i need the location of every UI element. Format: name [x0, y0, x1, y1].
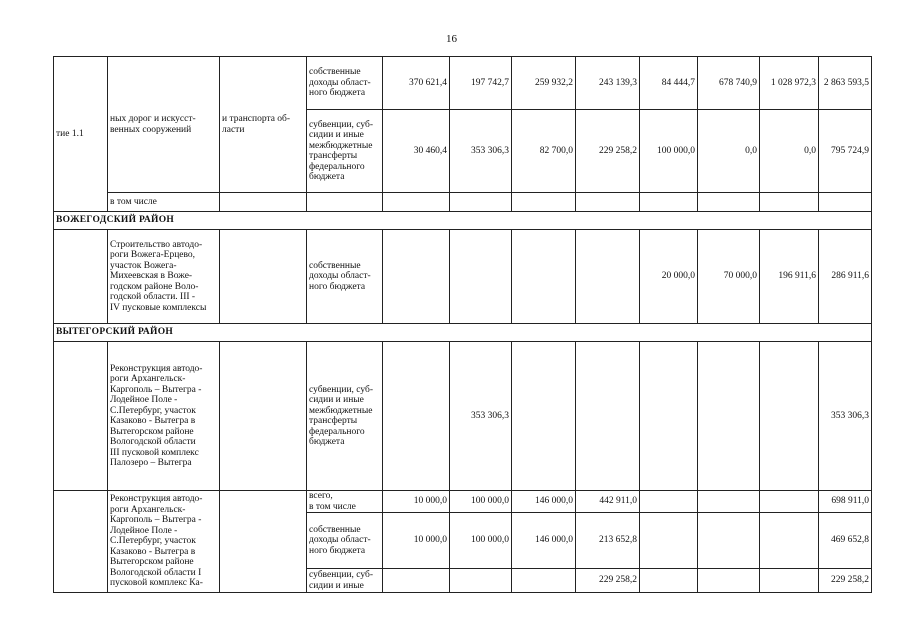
value-cell	[383, 230, 450, 324]
value-cell: 84 444,7	[640, 57, 698, 110]
value-cell	[383, 342, 450, 491]
value-cell: 370 621,4	[383, 57, 450, 110]
page-number: 16	[446, 33, 457, 45]
value-cell: 1 028 972,3	[760, 57, 819, 110]
value-cell	[383, 569, 450, 593]
value-cell: 10 000,0	[383, 491, 450, 513]
total-cell: 469 652,8	[819, 513, 872, 569]
value-cell: 353 306,3	[450, 110, 512, 193]
funding-source-cell: субвенции, суб- сидии и иные межбюджетные трансферты федерального бюджета	[307, 110, 383, 193]
funding-source-cell: собственные доходы област- ного бюджета	[307, 57, 383, 110]
object-name-cell: в том числе	[108, 193, 220, 212]
value-cell	[576, 342, 640, 491]
value-cell: 353 306,3	[450, 342, 512, 491]
value-cell	[640, 342, 698, 491]
value-cell: 20 000,0	[640, 230, 698, 324]
total-cell: 2 863 593,5	[819, 57, 872, 110]
value-cell: 82 700,0	[512, 110, 576, 193]
value-cell	[698, 513, 760, 569]
funding-source-cell: собственные доходы област- ного бюджета	[307, 513, 383, 569]
funding-source-cell: собственные доходы област- ного бюджета	[307, 230, 383, 324]
value-cell: 0,0	[760, 110, 819, 193]
value-cell: 229 258,2	[576, 110, 640, 193]
value-cell: 213 652,8	[576, 513, 640, 569]
object-name-cell: Строительство автодо- роги Вожега-Ерцево, участок Вожега- Михеевская в Воже- годском районе Воло- годской области. III - IV пусковые комплексы	[108, 230, 220, 324]
value-cell	[512, 342, 576, 491]
value-cell	[450, 569, 512, 593]
value-cell: 229 258,2	[576, 569, 640, 593]
value-cell	[450, 230, 512, 324]
value-cell	[512, 569, 576, 593]
total-cell: 229 258,2	[819, 569, 872, 593]
total-cell: 286 911,6	[819, 230, 872, 324]
table-row	[54, 193, 872, 212]
value-cell: 100 000,0	[450, 491, 512, 513]
value-cell: 196 911,6	[760, 230, 819, 324]
value-cell	[640, 513, 698, 569]
value-cell: 70 000,0	[698, 230, 760, 324]
total-cell: 698 911,0	[819, 491, 872, 513]
value-cell	[760, 513, 819, 569]
section-row	[54, 212, 872, 230]
value-cell	[760, 569, 819, 593]
object-name-cell: Реконструкция автодо- роги Архангельск- Каргополь – Вытегра - Лодейное Поле - С.Петербург, участок Казаково - Вытегра в Вытегорском районе Вологодской области I пусковой комплекс Ка-	[108, 491, 220, 593]
section-row	[54, 324, 872, 342]
value-cell: 146 000,0	[512, 491, 576, 513]
table-row	[54, 57, 872, 110]
total-cell: 353 306,3	[819, 342, 872, 491]
object-name-cell: Реконструкция автодо- роги Архангельск- Каргополь – Вытегра - Лодейное Поле - С.Петербург, участок Казаково - Вытегра в Вытегорском районе Вологодской области III пусковой комплекс Палозеро – Вытегра	[108, 342, 220, 491]
table-row	[54, 230, 872, 324]
value-cell	[698, 342, 760, 491]
value-cell	[760, 342, 819, 491]
value-cell: 146 000,0	[512, 513, 576, 569]
value-cell	[512, 230, 576, 324]
value-cell	[698, 491, 760, 513]
section-title: ВОЖЕГОДСКИЙ РАЙОН	[54, 212, 872, 230]
funding-source-cell: субвенции, суб- сидии и иные межбюджетные трансферты федерального бюджета	[307, 342, 383, 491]
value-cell	[698, 569, 760, 593]
value-cell: 678 740,9	[698, 57, 760, 110]
value-cell	[640, 491, 698, 513]
value-cell	[760, 491, 819, 513]
section-title: ВЫТЕГОРСКИЙ РАЙОН	[54, 324, 872, 342]
funding-source-cell: всего, в том числе	[307, 491, 383, 513]
table-row	[54, 491, 872, 513]
value-cell: 100 000,0	[640, 110, 698, 193]
value-cell: 10 000,0	[383, 513, 450, 569]
value-cell	[640, 569, 698, 593]
value-cell: 243 139,3	[576, 57, 640, 110]
row-number-cell: тие 1.1	[54, 57, 108, 212]
value-cell	[576, 230, 640, 324]
table-row	[54, 342, 872, 491]
value-cell: 0,0	[698, 110, 760, 193]
total-cell: 795 724,9	[819, 110, 872, 193]
object-name-cell: ных дорог и искусст- венных сооружений	[108, 57, 220, 193]
funding-source-cell: субвенции, суб- сидии и иные	[307, 569, 383, 593]
value-cell: 259 932,2	[512, 57, 576, 110]
value-cell: 100 000,0	[450, 513, 512, 569]
value-cell: 30 460,4	[383, 110, 450, 193]
budget-table	[53, 56, 872, 593]
value-cell: 197 742,7	[450, 57, 512, 110]
executor-cell: и транспорта об- ласти	[220, 57, 307, 193]
value-cell: 442 911,0	[576, 491, 640, 513]
